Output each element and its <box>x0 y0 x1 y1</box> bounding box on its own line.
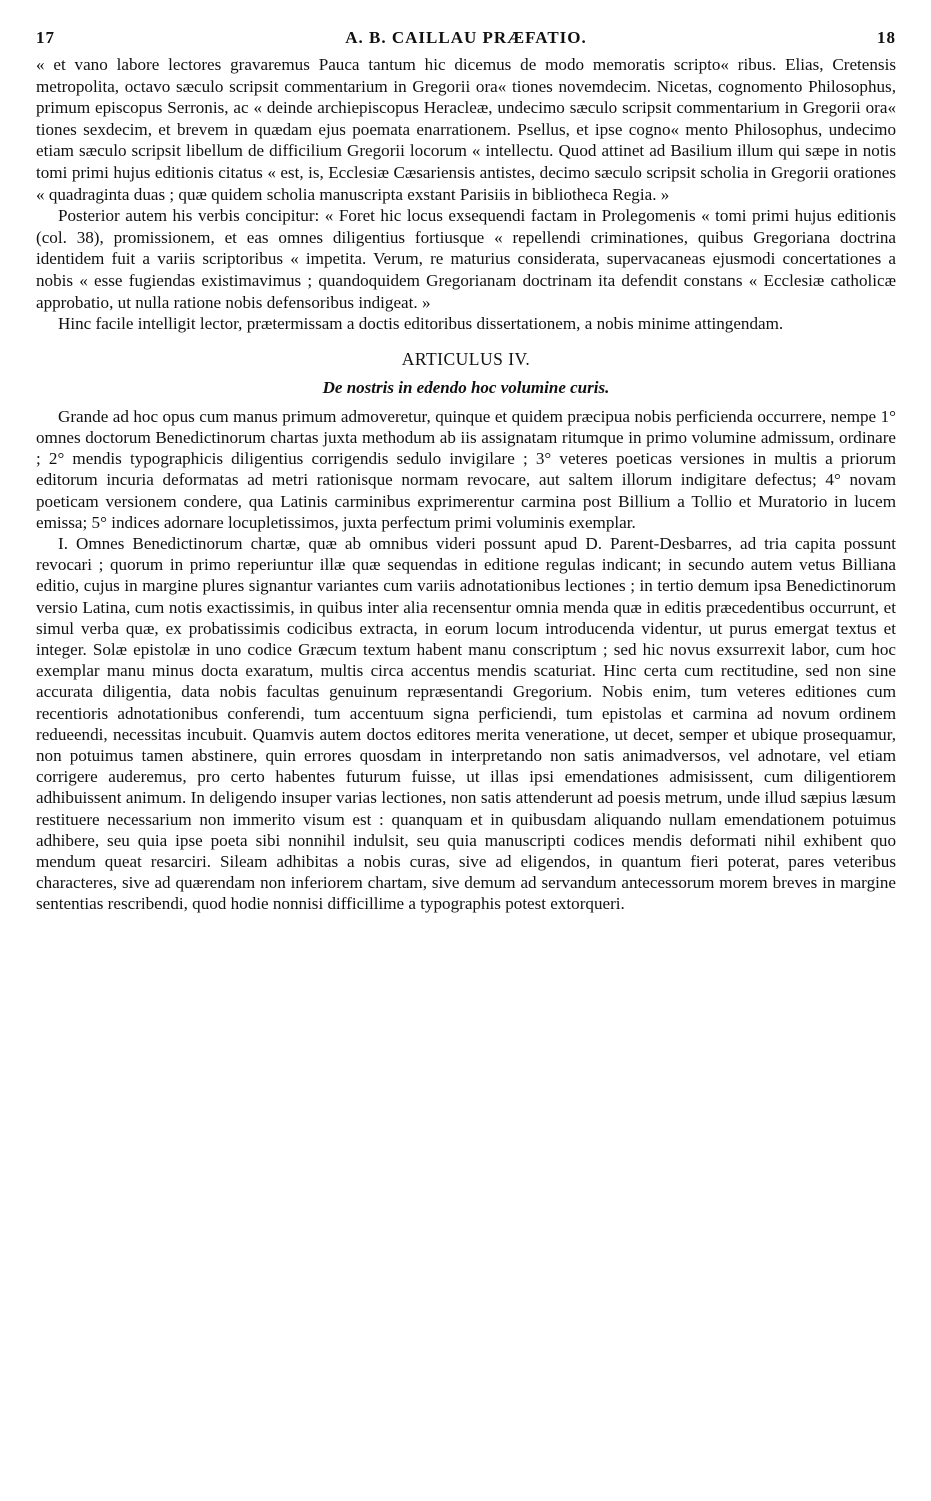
running-head <box>36 28 896 54</box>
page <box>36 28 896 915</box>
quote-paragraph-2: Posterior autem his verbis concipitur: « Foret hic locus exsequendi factam in Prolegomenis « tomi primi hujus editionis (col. 38), promissionem, et eas omnes diligentius fortiusque « repellendi criminationes, quibus Gregoriana doctrina identidem fuit a variis scriptoribus « impetita. Verum, re maturius considerata, supervacaneas ejusmodi concertationes a nobis « esse fugiendas existimavimus ; quandoquidem Gregorianam doctrinam ita defendit constans « Ecclesiæ catholicæ approbatio, ut nulla ratione nobis defensoribus indigeat. » <box>36 206 896 312</box>
quote-paragraph-1: « et vano labore lectores gravaremus Pauca tantum hic dicemus de modo memoratis scripto« ribus. Elias, Cretensis metropolita, octavo sæculo scripsit commentarium in Gregorii ora« tiones novemdecim. Nicetas, cognomento Philosophus, primum episcopus Serronis, ac « deinde archiepiscopus Heracleæ, undecimo sæculo scripsit commentarium in Gregorii ora« tiones sexdecim, et brevem in quædam ejus poemata enarrationem. Psellus, et ipse cogno« mento Philosophus, undecimo etiam sæculo scripsit libellum de difficilium Gregorii locorum « intellectu. Quod attinet ad Basilium illum qui sæpe in notis tomi primi hujus editionis citatus « est, is, Ecclesiæ Cæsariensis antistes, decimo sæculo scripsit scholia in Gregorii orationes « quadraginta duas ; quæ quidem scholia manuscripta exstant Parisiis in bibliotheca Regia. » <box>36 55 896 204</box>
running-title: A. B. CAILLAU PRÆFATIO. <box>345 28 587 47</box>
page-number-left: 17 <box>36 28 55 47</box>
body-paragraph-1: Grande ad hoc opus cum manus primum admoveretur, quinque et quidem præcipua nobis perficienda occurrere, nempe 1° omnes doctorum Benedictinorum chartas juxta methodum ab iis assignatam ritumque in primo volumine admissum, ordinare ; 2° mendis typographicis diligentius corrigendis sedulo invigilare ; 3° veteres poeticas versiones in multis a priorum editorum incuria deformatas ad metri rationisque normam revocare, aut saltem illorum indigitare defectus; 4° novam poeticam versionem condere, qua Latinis carminibus exprimerentur carmina post Billium a Tollio et Muratorio in lucem emissa; 5° indices adornare locupletissimos, juxta perfectum primi voluminis exemplar. <box>36 406 896 532</box>
article-subheading: De nostris in edendo hoc volumine curis. <box>322 377 610 397</box>
article-body <box>36 406 896 915</box>
article-heading: ARTICULUS IV. <box>401 348 531 369</box>
page-number-right: 18 <box>877 28 896 47</box>
quote-paragraph-3: Hinc facile intelligit lector, prætermissam a doctis editoribus dissertationem, a nobis minime attingendam. <box>58 314 784 334</box>
quoted-passage <box>36 54 896 335</box>
body-paragraph-2: I. Omnes Benedictinorum chartæ, quæ ab omnibus videri possunt apud D. Parent-Desbarres, ad tria capita possunt revocari ; quorum in primo reperiuntur illæ quæ sequendas in editione regulas indicant; in secundo autem vetus Billiana editio, cujus in margine plures signantur variantes cum variis adnotationibus lectiones ; in tertio demum ipsa Benedictinorum versio Latina, cum notis exactissimis, in quibus inter alia recensentur omnia menda quæ in editis præcedentibus occurrunt, et simul verba quæ, ex probatissimis codicibus extracta, in eorum locum introducenda videntur, ut purus emergat textus et integer. Solæ epistolæ in uno codice Græcum textum habent manu conscriptum ; sed hic novus exsurrexit labor, cum hoc exemplar manu minus docta exaratum, multis circa accentus mendis scaturiat. Hinc certa cum rectitudine, sed non sine accurata diligentia, data nobis facultas genuinum repræsentandi Gregorium. Nobis enim, tum veteres editiones cum recentioris adnotationibus conferendi, tum accentuum signa perficiendi, tum epistolas et carmina ad novum ordinem redueendi, necessitas incubuit. Quamvis autem doctos editores merita veneratione, ut decet, semper et ubique prosequamur, non potuimus tamen abstinere, quin errores quosdam in interpretando non satis animadversos, vel adnotare, vel etiam corrigere auderemus, pro certo habentes futurum fuisse, ut illas ipsi emendationes admisissent, cum diligentiorem adhibuissent animum. In deligendo insuper varias lectiones, non satis attenderunt ad poesis metrum, unde illud sæpius læsum restituere necessarium non immerito visum est : quanquam et in quibusdam aliquando nullam emendationem potuimus adhibere, seu quia ipse poeta sibi nonnihil indulsit, seu quia manuscripti codices mendis deformati nihil exhibent quo mendum queat resarciri. Sileam adhibitas a nobis curas, sive ad eligendos, in quantum fieri poterat, pares veteribus characteres, sive ad quærendam non inferiorem chartam, sive demum ad servandum antecessorum morem breves in margine sententias rescribendi, quod hodie nonnisi difficillime a typographis potest extorqueri. <box>36 533 896 914</box>
